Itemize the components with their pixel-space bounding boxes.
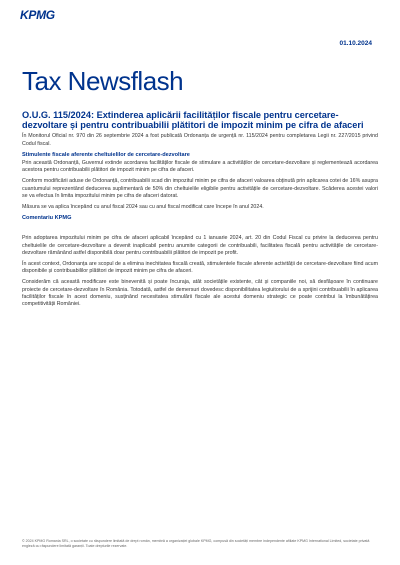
article-intro: În Monitorul Oficial nr. 970 din 26 septembrie 2024 a fost publicată Ordonanța de urgență nr. 115/2024 pentru completarea Legii nr. 227/2015 privind Codul fiscal. [22,133,378,147]
paragraph-2: Conform modificării aduse de Ordonanță, contribuabilii scad din impozitul minim pe cifra de afaceri valoarea obținută prin aplicarea cotei de 16% asupra cuantumului reprezentând deducerea suplimentară de 50% din cheltuielile eligibile pentru activitățile de cercetare-dezvoltare. Scăderea acestei valori se va efectua în limita impozitului minim pe cifra de afaceri datorat. [22,178,378,199]
page-title: Tax Newsflash [22,66,184,96]
paragraph-1: Prin această Ordonanță, Guvernul extinde acordarea facilităților fiscale de stimulare a activităților de cercetare-dezvoltare și reglementează acordarea acestora pentru contribuabilii plătitori de impozit minim pe cifra de afaceri. [22,160,378,174]
paragraph-4: Prin adoptarea impozitului minim pe cifra de afaceri aplicabil începând cu 1 ianuarie 2024, art. 20 din Codul Fiscal cu privire la deducerea pentru cheltuielile de cercetare-dezvoltare a devenit inaplicabil pentru anumite categorii de contribuabili, facilitatea fiscală pentru activitățile de cercetare-dezvoltare rămânând astfel disponibilă doar pentru contribuabilii plătitori de impozit pe profit. [22,235,378,256]
paragraph-6: Considerăm că această modificare este binevenită și poate încuraja, atât societățile existente, cât și companiile noi, să desfășoare în continuare proiecte de cercetare-dezvoltare în România. Totodată, astfel de demersuri dovedesc disponibilitatea legiuitorului de a sprijini contribuabilii în aplicarea facilităților fiscale în acest domeniu, susținând necesitatea stimulării fiscale ale acestui domeniu strategic ce poate contribui la îmbunătățirea competitivității României. [22,279,378,308]
spacer [22,223,378,235]
article-body [22,110,378,312]
article-headline: O.U.G. 115/2024: Extinderea aplicării facilităților fiscale pentru cercetare-dezvoltare și pentru contribuabilii plătitori de impozit minim pe cifra de afaceri [22,110,364,131]
section-heading-comentariu: Comentariu KPMG [22,215,72,222]
paragraph-5: În acest context, Ordonanța are scopul de a elimina inechitatea fiscală creată, stimulentele fiscale aferente activității de cercetare-dezvoltare fiind acum disponibile și contribuabililor plătitori de impozit minim pe cifra de afaceri. [22,261,378,275]
publication-date: 01.10.2024 [339,40,372,47]
kpmg-logo: KPMG [20,8,55,22]
paragraph-3: Măsura se va aplica începând cu anul fiscal 2024 sau cu anul fiscal modificat care începe în anul 2024. [22,204,264,211]
section-heading-stimulente: Stimulente fiscale aferente cheltuielilor de cercetare-dezvoltare [22,151,190,158]
legal-footer: © 2024 KPMG Romania SRL, o societate cu răspundere limitată de drept român, membră a organizației globale KPMG, compusă din societăți membre independente afiliate KPMG International Limited, societate privată engleză cu răspundere limitată garanții. Toate drepturile rezervate. [22,539,370,548]
